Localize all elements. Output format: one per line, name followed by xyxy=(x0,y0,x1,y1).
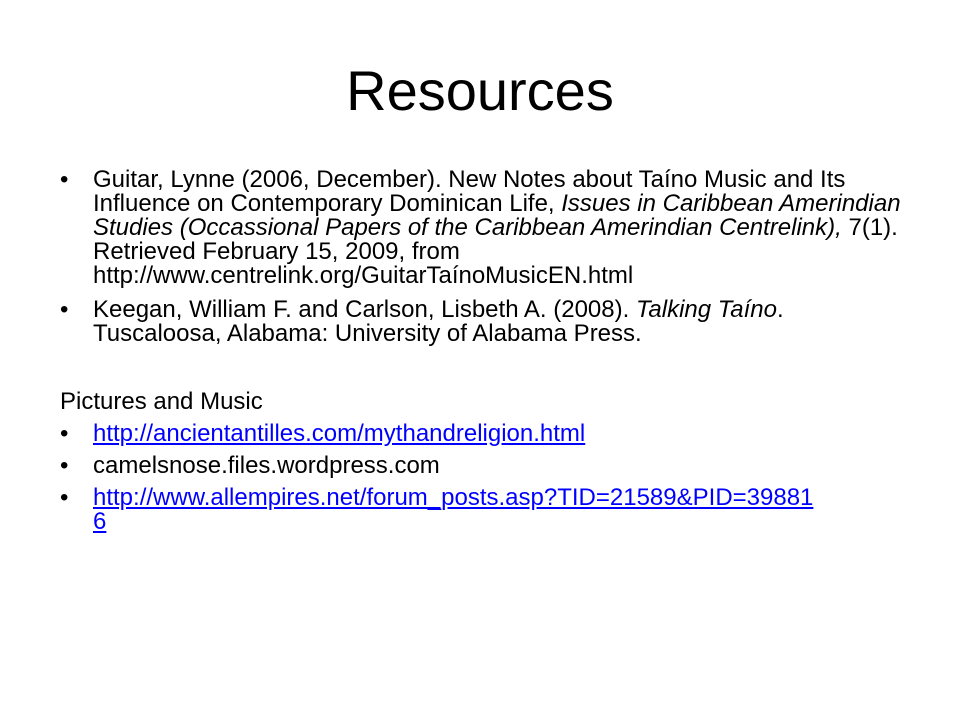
camelsnose-text: camelsnose.files.wordpress.com xyxy=(93,452,440,479)
ancientantilles-link[interactable]: http://ancientantilles.com/mythandreligion.html xyxy=(93,420,586,447)
bullet-icon: • xyxy=(60,420,69,447)
slide-title: Resources xyxy=(346,59,614,122)
pictures-music-heading: Pictures and Music xyxy=(60,388,263,415)
pictures-music-list xyxy=(60,422,910,534)
reference-item-guitar xyxy=(60,168,910,288)
allempires-link-line2: 6 xyxy=(93,508,107,535)
list-item xyxy=(60,422,910,446)
reference-item-keegan xyxy=(60,298,910,346)
reference-book-title: Talking Taíno xyxy=(635,296,777,323)
bullet-icon: • xyxy=(60,484,69,511)
slide-body xyxy=(60,168,910,542)
list-item xyxy=(60,454,910,478)
reference-text: Keegan, William F. and Carlson, Lisbeth A. (2008). xyxy=(93,296,636,323)
bullet-icon: • xyxy=(60,296,69,323)
reference-journal: Issues in Caribbean Amerindian Studies (Occassional Papers of the Caribbean Amerindian Centrelink), xyxy=(93,190,901,241)
bullet-icon: • xyxy=(60,452,69,479)
references-list xyxy=(60,168,910,346)
allempires-link[interactable] xyxy=(93,484,813,535)
allempires-link-line1: http://www.allempires.net/forum_posts.asp?TID=21589&PID=39881 xyxy=(93,484,814,511)
reference-text-end: 7(1). Retrieved February 15, 2009, from http://www.centrelink.org/GuitarTaínoMusicEN.html xyxy=(93,214,898,289)
reference-text-end: . Tuscaloosa, Alabama: University of Alabama Press. xyxy=(93,296,784,347)
bullet-icon: • xyxy=(60,166,69,193)
reference-text: Guitar, Lynne (2006, December). New Notes about Taíno Music and Its Influence on Contemporary Dominican Life, xyxy=(93,166,846,217)
list-item xyxy=(60,486,910,534)
